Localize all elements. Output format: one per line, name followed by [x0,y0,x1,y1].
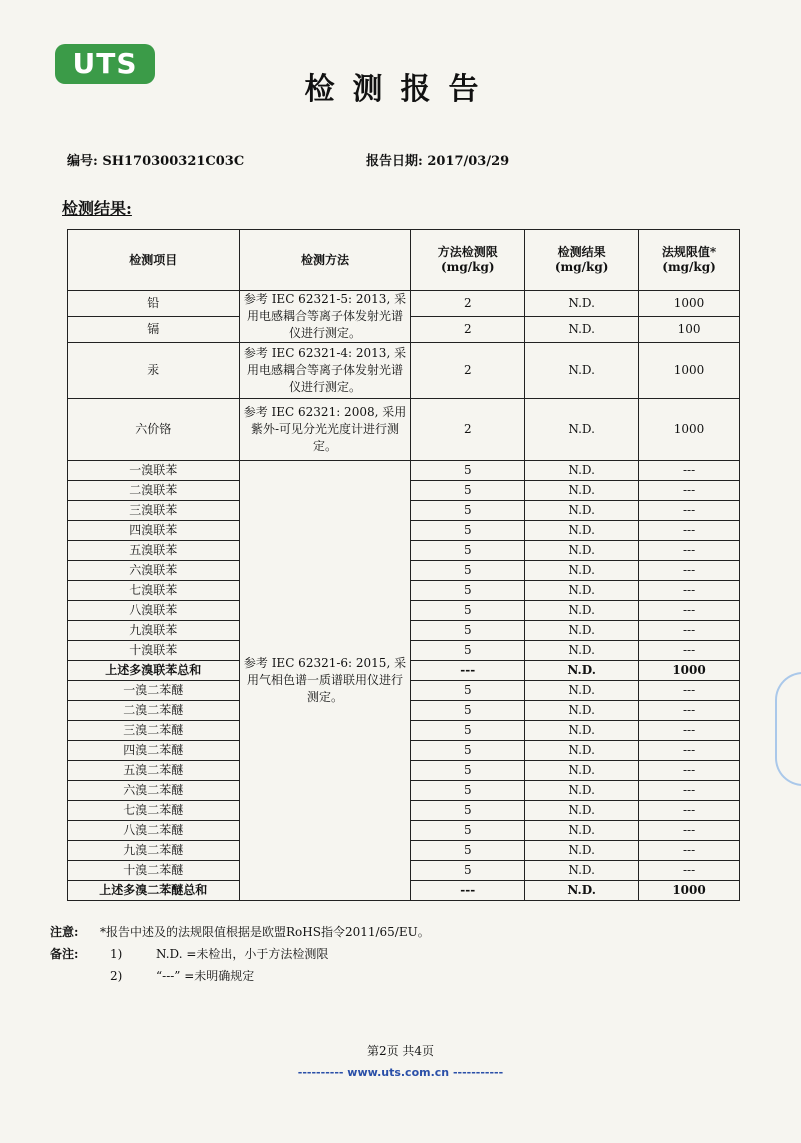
method-detection-limit: 5 [411,461,525,481]
header-mdl: 方法检测限 (mg/kg) [411,230,525,291]
method-detection-limit: 5 [411,561,525,581]
test-item: 十溴二苯醚 [68,861,240,881]
test-item: 二溴二苯醚 [68,701,240,721]
test-item: 八溴二苯醚 [68,821,240,841]
table-row [68,461,740,481]
test-item: 铅 [68,291,240,317]
seal-watermark [775,672,801,786]
test-item: 五溴联苯 [68,541,240,561]
test-item: 一溴联苯 [68,461,240,481]
method-detection-limit: 5 [411,521,525,541]
test-result: N.D. [525,521,639,541]
test-result: N.D. [525,601,639,621]
method-detection-limit: 5 [411,721,525,741]
remark-label: 备注: [50,947,79,961]
test-item: 上述多溴二苯醚总和 [68,881,240,901]
table-row [68,399,740,461]
test-item: 四溴联苯 [68,521,240,541]
test-item: 三溴联苯 [68,501,240,521]
regulatory-limit: --- [639,581,740,601]
test-result: N.D. [525,317,639,343]
table-row [68,291,740,317]
method-detection-limit: 5 [411,541,525,561]
method-detection-limit: 5 [411,761,525,781]
regulatory-limit: --- [639,741,740,761]
regulatory-limit: --- [639,821,740,841]
test-item: 三溴二苯醚 [68,721,240,741]
method-detection-limit: 5 [411,801,525,821]
test-item: 六溴二苯醚 [68,781,240,801]
method-detection-limit: 5 [411,821,525,841]
section-title: 检测结果: [62,199,132,218]
report-number: 编号: SH170300321C03C [67,154,245,169]
report-date: 报告日期: 2017/03/29 [366,154,510,169]
test-result: N.D. [525,541,639,561]
header-item: 检测项目 [68,230,240,291]
table-row [68,343,740,399]
method-detection-limit: 5 [411,861,525,881]
regulatory-limit: 100 [639,317,740,343]
method-detection-limit: 2 [411,399,525,461]
regulatory-limit: --- [639,481,740,501]
test-result: N.D. [525,641,639,661]
test-item: 九溴二苯醚 [68,841,240,861]
method-detection-limit: 5 [411,841,525,861]
regulatory-limit: --- [639,801,740,821]
test-method: 参考 IEC 62321-6: 2015, 采用气相色谱一质谱联用仪进行测定。 [239,461,411,901]
test-item: 二溴联苯 [68,481,240,501]
remark-1-number: 1) [110,947,123,961]
test-result: N.D. [525,841,639,861]
method-detection-limit: 5 [411,741,525,761]
regulatory-limit: 1000 [639,291,740,317]
test-item: 九溴联苯 [68,621,240,641]
regulatory-limit: --- [639,501,740,521]
regulatory-limit: 1000 [639,661,740,681]
regulatory-limit: 1000 [639,399,740,461]
test-result: N.D. [525,291,639,317]
regulatory-limit: --- [639,761,740,781]
test-result: N.D. [525,681,639,701]
test-item: 十溴联苯 [68,641,240,661]
footer-url: ---------- www.uts.com.cn ----------- [297,1066,504,1079]
test-result: N.D. [525,621,639,641]
regulatory-limit: --- [639,541,740,561]
regulatory-limit: 1000 [639,343,740,399]
regulatory-limit: --- [639,521,740,541]
test-result: N.D. [525,343,639,399]
method-detection-limit: 5 [411,581,525,601]
notes [50,921,430,987]
regulatory-limit: 1000 [639,881,740,901]
test-item: 镉 [68,317,240,343]
test-item: 八溴联苯 [68,601,240,621]
note-label: 注意: [50,925,79,939]
method-detection-limit: 2 [411,291,525,317]
test-result: N.D. [525,721,639,741]
uts-logo: UTS [55,44,155,84]
regulatory-limit: --- [639,701,740,721]
regulatory-limit: --- [639,781,740,801]
test-result: N.D. [525,581,639,601]
results-table [67,229,740,901]
page-number: 第2页 共4页 [366,1044,435,1058]
regulatory-limit: --- [639,621,740,641]
method-detection-limit: 5 [411,701,525,721]
method-detection-limit: 2 [411,343,525,399]
test-item: 七溴二苯醚 [68,801,240,821]
regulatory-limit: --- [639,601,740,621]
test-result: N.D. [525,701,639,721]
test-method: 参考 IEC 62321-4: 2013, 采用电感耦合等离子体发射光谱仪进行测定。 [239,343,411,399]
header-method: 检测方法 [239,230,411,291]
test-result: N.D. [525,801,639,821]
method-detection-limit: 5 [411,641,525,661]
note-text: *报告中述及的法规限值根据是欧盟RoHS指令2011/65/EU。 [100,925,430,939]
test-item: 汞 [68,343,240,399]
test-method: 参考 IEC 62321-5: 2013, 采用电感耦合等离子体发射光谱仪进行测定。 [239,291,411,343]
test-item: 五溴二苯醚 [68,761,240,781]
regulatory-limit: --- [639,841,740,861]
header-reg-limit: 法规限值* (mg/kg) [639,230,740,291]
test-item: 六价铬 [68,399,240,461]
test-result: N.D. [525,741,639,761]
test-item: 六溴联苯 [68,561,240,581]
report-title: 检测报告 [304,72,497,107]
method-detection-limit: --- [411,661,525,681]
method-detection-limit: 5 [411,501,525,521]
test-result: N.D. [525,761,639,781]
test-item: 七溴联苯 [68,581,240,601]
method-detection-limit: 5 [411,621,525,641]
test-result: N.D. [525,501,639,521]
test-item: 一溴二苯醚 [68,681,240,701]
regulatory-limit: --- [639,721,740,741]
method-detection-limit: 2 [411,317,525,343]
regulatory-limit: --- [639,641,740,661]
test-result: N.D. [525,781,639,801]
test-result: N.D. [525,399,639,461]
header-result: 检测结果 (mg/kg) [525,230,639,291]
remark-2-number: 2) [110,969,123,983]
method-detection-limit: 5 [411,481,525,501]
test-result: N.D. [525,821,639,841]
test-result: N.D. [525,461,639,481]
test-result: N.D. [525,861,639,881]
test-item: 四溴二苯醚 [68,741,240,761]
test-result: N.D. [525,661,639,681]
method-detection-limit: 5 [411,681,525,701]
test-result: N.D. [525,561,639,581]
regulatory-limit: --- [639,461,740,481]
test-item: 上述多溴联苯总和 [68,661,240,681]
regulatory-limit: --- [639,681,740,701]
regulatory-limit: --- [639,861,740,881]
method-detection-limit: --- [411,881,525,901]
regulatory-limit: --- [639,561,740,581]
remark-1-text: N.D. =未检出，小于方法检测限 [156,947,329,961]
method-detection-limit: 5 [411,781,525,801]
table-header-row [68,230,740,291]
method-detection-limit: 5 [411,601,525,621]
test-result: N.D. [525,881,639,901]
remark-2-text: “---” =未明确规定 [156,969,255,983]
test-result: N.D. [525,481,639,501]
test-method: 参考 IEC 62321: 2008, 采用紫外-可见分光光度计进行测定。 [239,399,411,461]
